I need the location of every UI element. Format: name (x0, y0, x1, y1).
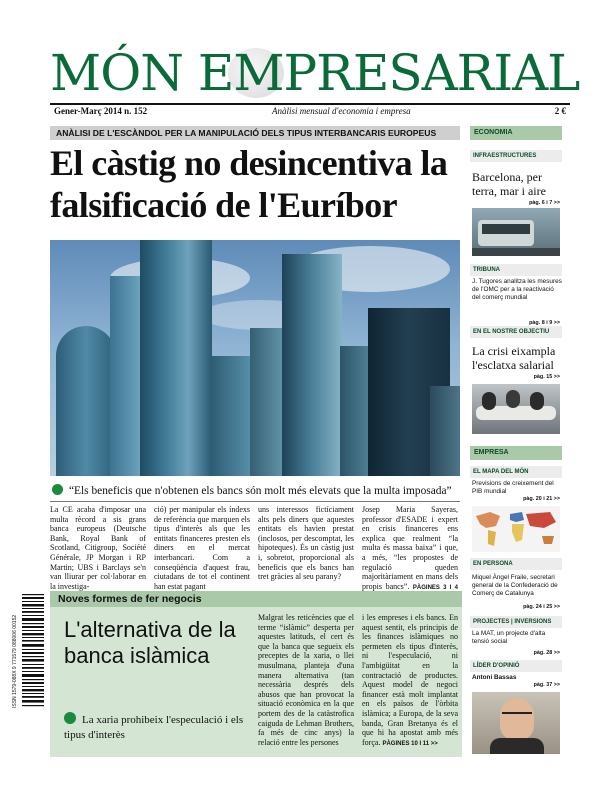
sidebar-lider-name[interactable]: Antoni Bassas (472, 674, 517, 681)
lead-column-2: ció) per manipular els índexs de referència que marquen els tipus d'interès als que les entitats financeres presten els diners en el mercat interbancari. Com a conseqüència d'aquest frau, ciutadans de tot el continent han estat pagant (154, 505, 250, 591)
sidebar-objectiu-page[interactable]: pàg. 15 >> (533, 374, 560, 380)
lead-more-link[interactable]: PÀGINES 3 I 4 (412, 584, 458, 591)
tram-photo (472, 208, 560, 256)
sidebar-projectes-page[interactable]: pàg. 28 >> (533, 650, 560, 656)
feature-subtitle-text: La xaria prohibeix l'especulació i els tipus d'interès (64, 714, 244, 741)
lead-headline[interactable]: El càstig no desincentiva la falsificació de l'Euríbor (50, 143, 448, 225)
masthead-title: MÓN EMPRESARIAL (50, 44, 580, 102)
sidebar-projectes-label: PROJECTES | INVERSIONS (470, 616, 562, 628)
lead-column-1: La CE acaba d'imposar una multa rècord a sis grans banca europeus (Deutsche Bank, Royal Bank of Scotland, Citigroup, Société Générale, JP Morgan i RP Martin; UBS i Barclays se'n van lliurar per col·laborar en la investiga- (50, 505, 146, 591)
lead-column-3: uns interessos fictíciament alts pels diners que aquestes entitats els havien prestat (inclosos, per descomptat, les hipoteques). És un càstig just i, sobretot, proporcional als beneficis que els bancs han tret gràcies al seu parany? (258, 505, 354, 582)
world-map-icon (472, 506, 560, 552)
sidebar-economia-header: ECONOMIA (470, 126, 562, 140)
feature-column-1: Malgrat les reticències que el terme “islàmic” desperta per aquestes latituds, el cert és que la banca que segueix els preceptes de la xaria, o llei musulmana, planteja d'una manera alternativa (tan necessària després dels abusos que han provocat la situació econòmica en la que portem des de la catàstrofica caiguda de Lehman Brothers, fa més de cinc anys) la relació entre les persones (258, 613, 354, 747)
feature-title[interactable]: L'alternativa de la banca islàmica (64, 617, 236, 668)
issn-text: ISSN 1579-088X (12, 670, 18, 708)
sidebar-mapa-label: EL MAPA DEL MÓN (470, 466, 562, 478)
sidebar-persona-label: EN PERSONA (470, 558, 562, 570)
issue-number: Gener-Març 2014 n. 152 (54, 106, 148, 116)
feature-subtitle (64, 712, 264, 743)
sidebar-mapa-text[interactable]: Previsions de creixement del PIB mundial (472, 480, 554, 495)
tagline: Anàlisi mensual d'economia i empresa (272, 106, 411, 116)
feature-column-2 (362, 613, 458, 749)
masthead (50, 44, 580, 104)
quote-divider (50, 501, 460, 502)
meeting-photo (472, 384, 560, 434)
lead-quote-text: “Els beneficis que n'obtenen els bancs són molt més elevats que la multa imposada” (69, 485, 452, 497)
sidebar-mapa-page[interactable]: pàg. 20 i 21 >> (523, 496, 560, 502)
skyscrapers-photo (50, 240, 460, 476)
portrait-photo (472, 692, 560, 754)
lead-quote (52, 484, 462, 498)
lead-kicker: ANÀLISI DE L'ESCÀNDOL PER LA MANIPULACIÓ DELS TIPUS INTERBANCARIS EUROPEUS (50, 126, 460, 140)
lead-column-4 (362, 505, 458, 605)
feature-more-link[interactable]: PÀGINES 10 I 11 >> (382, 740, 438, 747)
sidebar-lider-label: LÍDER D'OPINIÓ (470, 660, 562, 672)
sidebar-lider-page[interactable]: pàg. 37 >> (533, 682, 560, 688)
sidebar-objectiu-label: EN EL NOSTRE OBJECTIU (470, 326, 562, 338)
sidebar-tribuna-page[interactable]: pàg. 8 i 9 >> (529, 320, 560, 326)
bullet-icon (52, 484, 63, 495)
sidebar-infra-page[interactable]: pàg. 6 i 7 >> (529, 200, 560, 206)
sidebar-infra-title[interactable]: Barcelona, per terra, mar i aire (472, 170, 546, 198)
sidebar-infra-label: INFRAESTRUCTURES (470, 150, 562, 162)
issn-label (12, 615, 18, 708)
sidebar-persona-page[interactable]: pàg. 24 i 25 >> (523, 604, 560, 610)
feature-box (50, 591, 462, 757)
sidebar-objectiu-title[interactable]: La crisi eixampla l'esclatxa salarial (472, 344, 556, 372)
barcode-icon (22, 592, 44, 710)
feature-column-2-text: i les empreses i els bancs. En aquest sentit, els principis de les finances islàmiques no permeten els tipus d'interès, ni l'especulació, ni l'ambigüitat en la contractació de productes. Aquest model de negoci financer està molt implantat en els països de l'òrbita islàmica; a Europa, de la seva banda, Gran Bretanya és el que hi ha apostat amb més força. (362, 613, 458, 747)
lead-column-4-text: Josep Maria Sayeras, professor d'ESADE i expert en crisis financeres ens explica que realment “la multa és massa baixa” i que, a més, “les propostes de regulació queden majoritàriament en mans dels propis bancs”. (362, 505, 458, 591)
bullet-icon (64, 712, 76, 724)
sidebar-tribuna-text[interactable]: J. Tugores analitza les mesures de l'OMC per a la reactivació del comerç mundial (472, 278, 562, 301)
feature-section: Noves formes de fer negocis (50, 591, 462, 607)
price: 2 € (554, 106, 566, 116)
masthead-meta (50, 105, 570, 117)
sidebar-empresa-header: EMPRESA (470, 446, 562, 460)
lead-body (50, 505, 460, 591)
sidebar-persona-text[interactable]: Miquel Àngel Fraile, secretari general de la Confederació de Comerç de Catalunya (472, 574, 558, 597)
barcode-digits: 9 771579 088006 00152 (12, 614, 18, 670)
sidebar-projectes-text[interactable]: La MAT, un projecte d'alta tensió social (472, 630, 546, 645)
sidebar-tribuna-label: TRIBUNA (470, 264, 562, 276)
